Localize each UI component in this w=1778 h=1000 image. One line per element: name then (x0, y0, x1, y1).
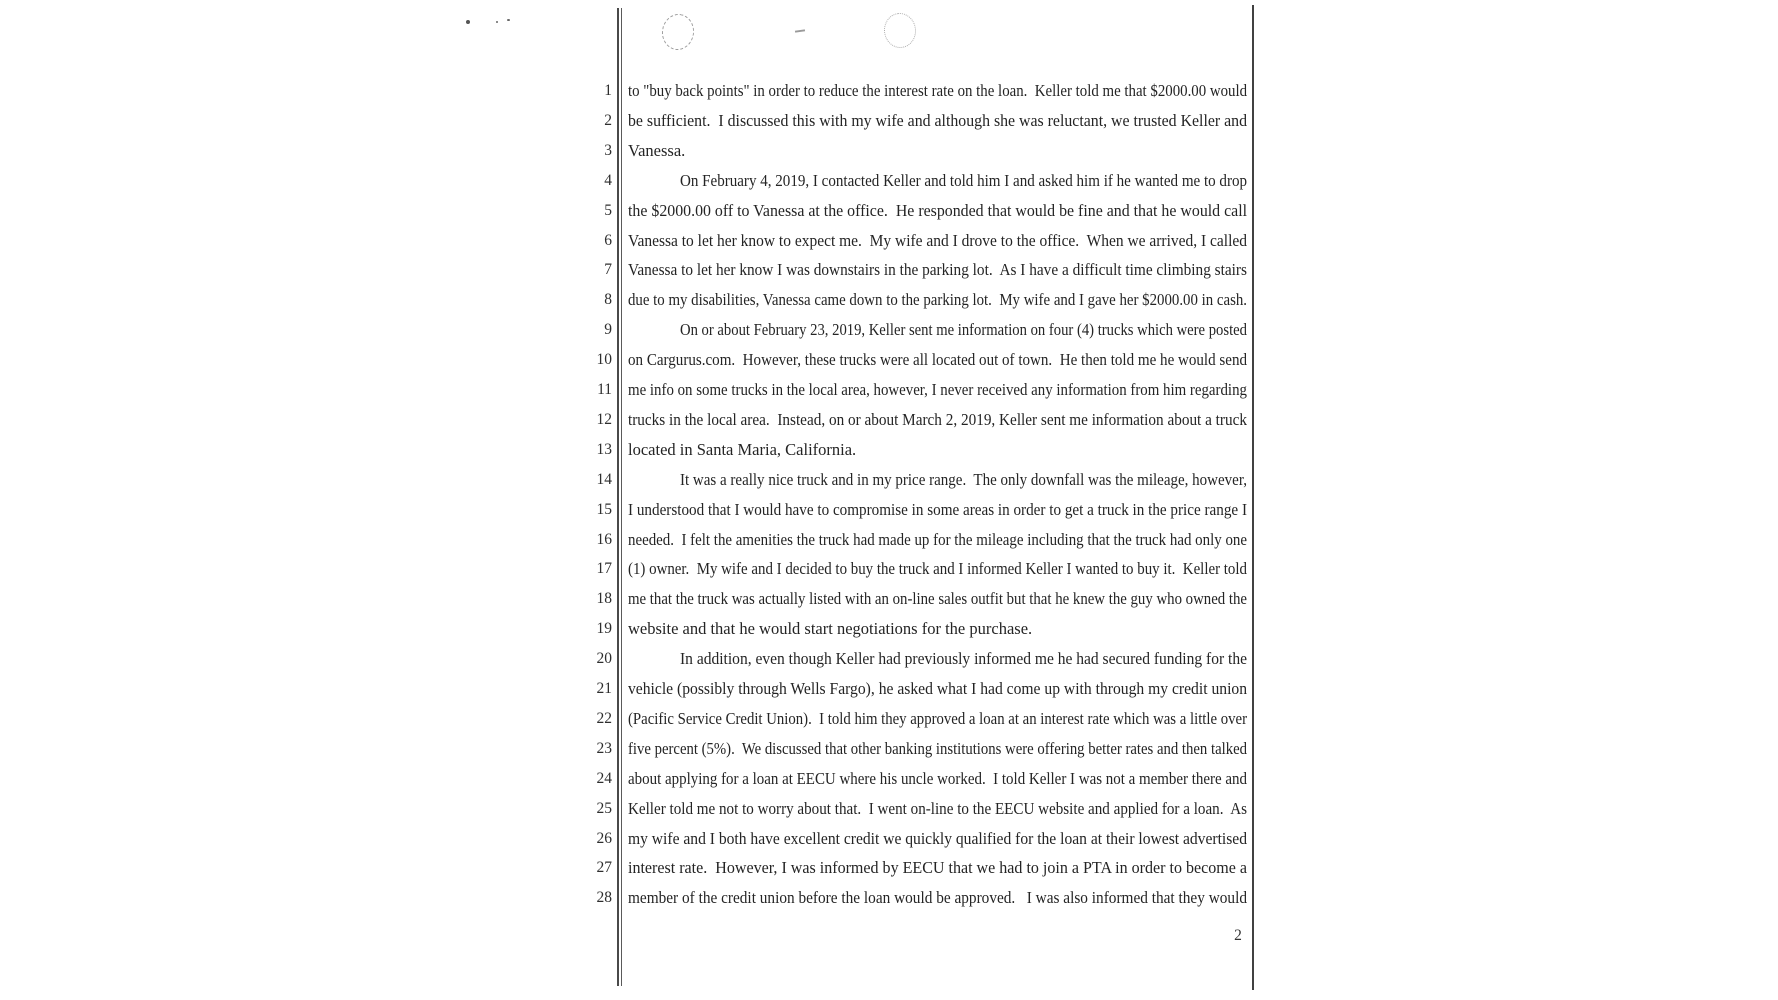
scan-scratch-icon (795, 29, 805, 32)
line-text: I understood that I would have to compromise in some areas in order to get a truck in the price range I (628, 499, 1248, 519)
line-text: member of the credit union before the loan would be approved. I was also informed that they would (628, 888, 1247, 908)
line-number: 21 (596, 680, 612, 697)
document-line (0, 439, 1260, 461)
line-number: 8 (604, 291, 612, 309)
document-line (0, 529, 1260, 551)
document-line (0, 110, 1260, 132)
line-number: 13 (596, 440, 612, 458)
document-line (0, 409, 1260, 431)
line-number: 1 (604, 82, 612, 99)
document-line (0, 469, 1260, 491)
document-line (0, 289, 1260, 311)
line-text: vehicle (possibly through Wells Fargo), he asked what I had come up with through my credit union (628, 679, 1248, 698)
line-number: 24 (596, 769, 612, 787)
document-line (0, 319, 1260, 341)
document-line (0, 499, 1260, 521)
line-text: trucks in the local area. Instead, on or about March 2, 2019, Keller sent me information about a truck (628, 409, 1247, 429)
document-line (0, 349, 1260, 371)
line-number: 28 (596, 889, 612, 907)
line-text: Vanessa. (628, 140, 686, 160)
line-text: due to my disabilities, Vanessa came down to the parking lot. My wife and I gave her $2000.00 in cash. (628, 290, 1248, 310)
line-text: the $2000.00 off to Vanessa at the office. He responded that would be fine and that he would call (628, 200, 1248, 220)
line-number: 27 (596, 859, 612, 877)
line-number: 6 (604, 231, 612, 249)
line-number: 5 (604, 201, 612, 219)
line-number: 19 (596, 620, 612, 638)
line-text: interest rate. However, I was informed by EECU that we had to join a PTA in order to become a (628, 858, 1247, 878)
line-text: located in Santa Maria, California. (628, 439, 857, 459)
document-line (0, 708, 1260, 730)
line-text: website and that he would start negotiations for the purchase. (628, 619, 1033, 639)
line-number: 17 (596, 560, 612, 578)
line-number: 9 (604, 321, 612, 339)
line-number: 7 (604, 261, 612, 279)
line-text: me that the truck was actually listed with an on-line sales outfit but that he knew the guy who owned the (628, 589, 1248, 609)
page-number: 2 (1234, 927, 1242, 944)
line-number: 25 (596, 799, 612, 817)
line-number: 15 (596, 500, 612, 518)
line-number: 11 (597, 381, 612, 398)
line-text: Vanessa to let her know I was downstairs in the parking lot. As I have a difficult time climbing stairs (628, 260, 1247, 280)
document-line (0, 857, 1260, 879)
document-line (0, 200, 1260, 222)
line-number: 26 (596, 829, 612, 847)
line-number: 22 (596, 709, 612, 727)
line-number: 23 (596, 739, 612, 757)
line-number: 18 (596, 590, 612, 608)
line-text: Keller told me not to worry about that. I went on-line to the EECU website and applied for a loan. As (628, 798, 1247, 818)
document-line (0, 140, 1260, 162)
document-line (0, 678, 1260, 700)
document-line (0, 828, 1260, 850)
line-text: On February 4, 2019, I contacted Keller and told him I and asked him if he wanted me to drop (680, 170, 1248, 190)
document-line (0, 588, 1260, 610)
document-line (0, 887, 1260, 909)
line-text: about applying for a loan at EECU where his uncle worked. I told Keller I was not a member there and (628, 768, 1248, 788)
line-text: Vanessa to let her know to expect me. My wife and I drove to the office. When we arrived, I called (628, 230, 1247, 250)
line-number: 16 (596, 530, 612, 548)
stamp-circle-icon (882, 11, 917, 49)
stamp-circle-icon (660, 12, 697, 52)
document-line (0, 259, 1260, 281)
document-line (0, 558, 1260, 580)
scan-dot-icon (507, 19, 510, 21)
line-text: On or about February 23, 2019, Keller sent me information on four (4) trucks which were posted (680, 320, 1247, 340)
scan-dot-icon (466, 20, 470, 24)
line-text: be sufficient. I discussed this with my wife and although she was reluctant, we trusted Keller and (628, 110, 1248, 130)
document-line (0, 648, 1260, 670)
line-text: me info on some trucks in the local area, however, I never received any information from him regarding (628, 380, 1247, 399)
line-text: In addition, even though Keller had previously informed me he had secured funding for the (680, 649, 1247, 669)
document-line (0, 379, 1260, 401)
document-line (0, 170, 1260, 192)
line-text: It was a really nice truck and in my price range. The only downfall was the mileage, however, (680, 469, 1247, 489)
line-number: 12 (596, 410, 612, 428)
scan-dot-icon (496, 21, 498, 23)
line-text: needed. I felt the amenities the truck had made up for the mileage including that the truck had only one (628, 529, 1248, 549)
line-number: 2 (604, 111, 612, 129)
line-text: my wife and I both have excellent credit we quickly qualified for the loan at their lowest advertised (628, 828, 1248, 848)
document-line (0, 230, 1260, 252)
document-line (0, 798, 1260, 820)
line-text: on Cargurus.com. However, these trucks were all located out of town. He then told me he would send (628, 350, 1247, 370)
line-number: 10 (596, 351, 612, 369)
document-line (0, 738, 1260, 760)
line-number: 20 (596, 650, 612, 668)
document-line (0, 80, 1260, 102)
line-text: (1) owner. My wife and I decided to buy the truck and I informed Keller I wanted to buy it. Keller told (628, 559, 1247, 579)
line-number: 3 (604, 141, 612, 159)
line-text: (Pacific Service Credit Union). I told him they approved a loan at an interest rate which was a little over (628, 708, 1248, 728)
line-text: to "buy back points" in order to reduce the interest rate on the loan. Keller told me that $2000.00 would (628, 81, 1248, 100)
document-line (0, 768, 1260, 790)
line-number: 4 (604, 171, 612, 189)
line-number: 14 (596, 470, 612, 488)
document-line (0, 618, 1260, 640)
line-text: five percent (5%). We discussed that other banking institutions were offering better rates and then talked (628, 738, 1247, 758)
